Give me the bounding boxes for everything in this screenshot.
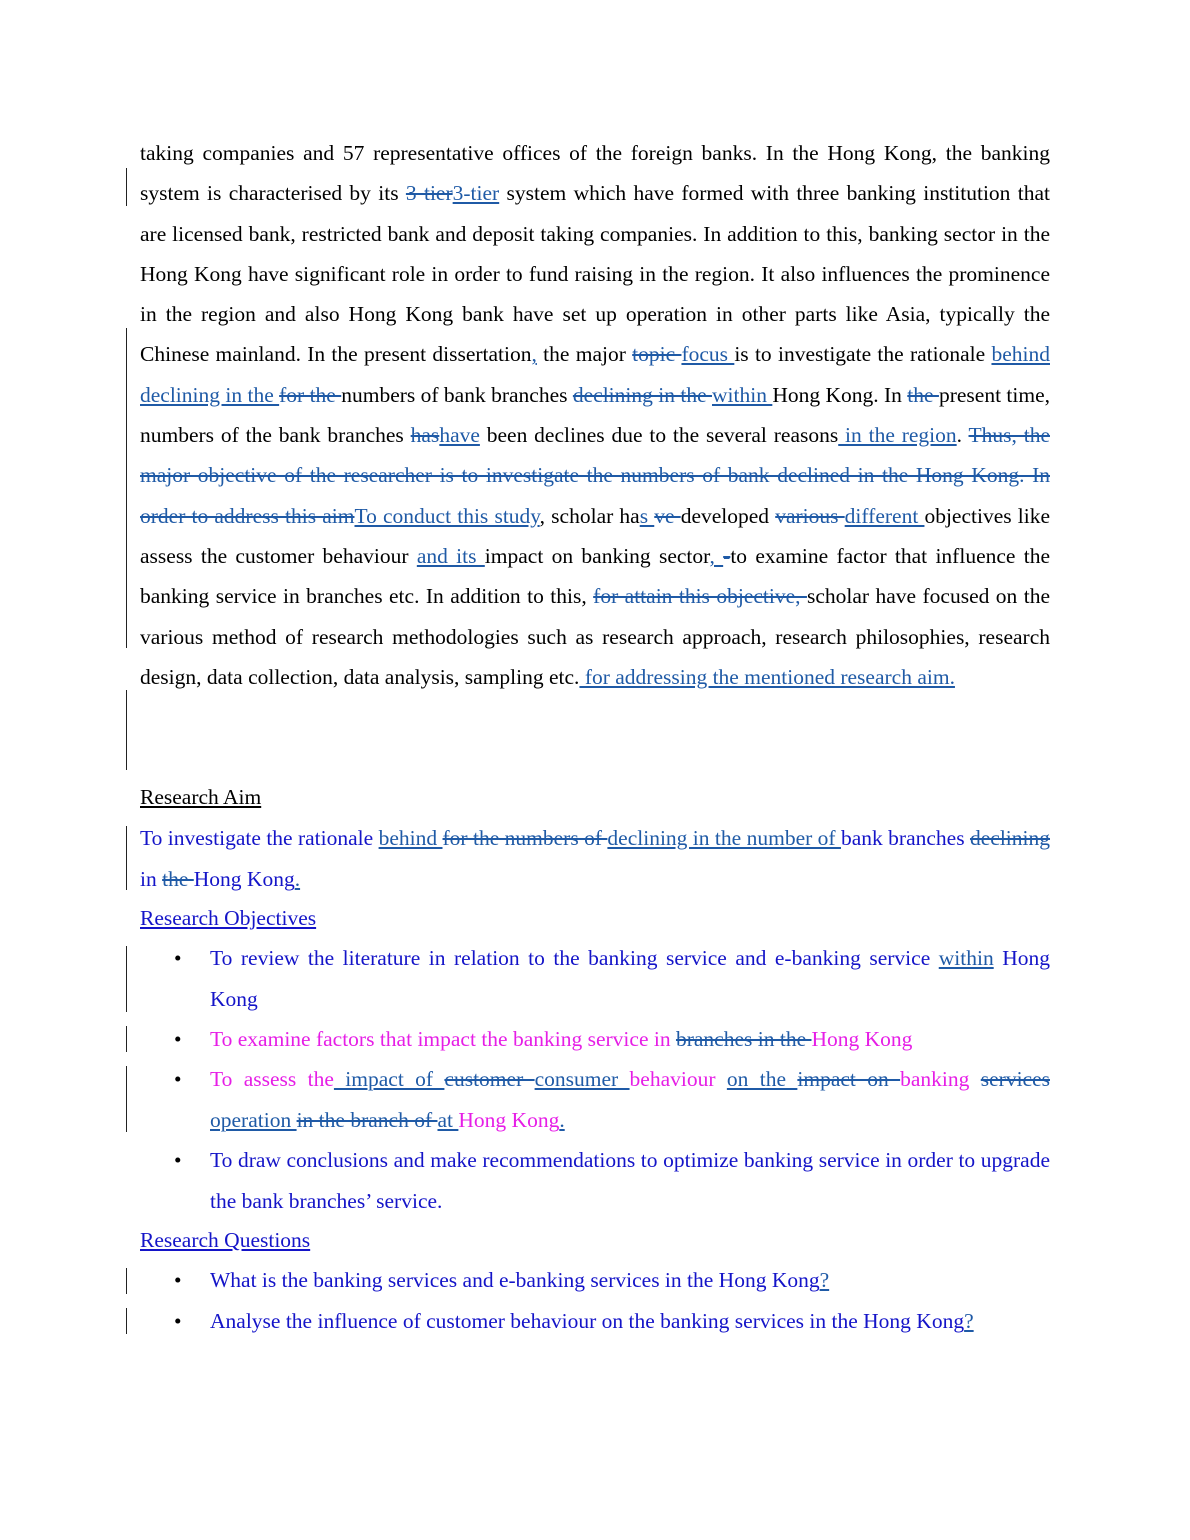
text-run: What is the banking services and e-banking services in the Hong Kong <box>210 1268 820 1292</box>
text-run: developed <box>680 503 776 528</box>
deleted-text: has <box>410 423 440 448</box>
change-bar <box>126 1268 127 1294</box>
text-run: Analyse the <box>210 1309 318 1333</box>
text-run: present time, numbers of the bank branches <box>140 382 1051 448</box>
text-run: . <box>956 423 969 448</box>
text-run: banking <box>900 1067 981 1091</box>
bullet-icon: • <box>174 1268 182 1292</box>
deleted-text: for attain this objective, <box>593 584 807 609</box>
change-bar <box>126 946 127 1012</box>
deleted-text: branches in the <box>675 1027 812 1051</box>
inserted-text: behind <box>378 826 443 850</box>
research-aim-heading <box>140 777 1050 818</box>
bullet-icon: • <box>174 1148 182 1172</box>
inserted-text: operation <box>210 1107 297 1132</box>
inserted-text: behind declining in the <box>140 342 1050 407</box>
inserted-text: ? <box>964 1309 974 1333</box>
research-objectives-heading <box>140 898 1050 939</box>
text-run: numbers of bank branches <box>341 382 573 407</box>
change-bar <box>126 690 127 770</box>
deleted-text: services <box>980 1067 1050 1091</box>
heading-text: Research Aim <box>140 785 262 809</box>
change-bar <box>126 328 127 648</box>
inserted-text: consumer <box>534 1067 630 1091</box>
text-run: To examine factors that impact the banking service in <box>210 1027 676 1051</box>
deleted-text: the <box>907 382 939 407</box>
deleted-text: topic <box>632 342 682 367</box>
inserted-text: . <box>294 866 301 891</box>
inserted-text: have <box>439 423 480 448</box>
objective-item <box>140 1059 1050 1140</box>
text-run: to examine factor that influence the banking service in branches etc. In addition to this, <box>140 543 1051 609</box>
deleted-text: 3 tier <box>405 181 453 206</box>
objective-text <box>210 1140 1050 1221</box>
deleted-text: in the branch of <box>296 1107 438 1132</box>
deleted-text: ve <box>654 503 681 528</box>
inserted-text: . <box>559 1107 565 1132</box>
text-run: To draw conclusions and make recommendations to optimize banking service in order to upgrade the bank branches’ service. <box>210 1148 1050 1213</box>
inserted-text: ? <box>819 1268 830 1292</box>
change-bar <box>126 168 127 206</box>
deleted-text: declining <box>969 826 1050 850</box>
text-run: Hong Kong <box>193 866 295 891</box>
inserted-text: , <box>531 342 537 367</box>
body-paragraph <box>140 133 1050 697</box>
objective-item <box>140 938 1050 1019</box>
question-text <box>210 1301 1050 1347</box>
deleted-text: declining in the <box>572 382 712 407</box>
deleted-text: various <box>775 503 845 528</box>
text-run: Hong Kong <box>210 946 1050 1011</box>
change-bar <box>126 826 127 890</box>
objective-text <box>210 1059 1050 1140</box>
deleted-text: for the numbers of <box>442 826 608 850</box>
text-run: To review the literature in relation to the banking service and e-banking service <box>210 946 939 970</box>
text-run: To investigate the rationale <box>140 826 379 850</box>
inserted-text: focus <box>681 342 735 367</box>
inserted-text: for addressing the mentioned research aim. <box>579 664 955 689</box>
deleted-text: impact on <box>797 1067 901 1091</box>
text-run: Hong Kong. In <box>772 382 908 407</box>
text-run: been declines due to the several reasons <box>479 423 839 448</box>
research-aim-text <box>140 818 1050 899</box>
inserted-text: impact of <box>333 1067 445 1091</box>
inserted-text: and its <box>416 543 485 568</box>
change-bar <box>126 1066 127 1132</box>
deleted-text: Thus, the major objective of the researcher is to investigate the numbers of bank declined in the Hong Kong. In order to address this aim <box>140 423 1050 528</box>
inserted-text: within <box>712 382 773 407</box>
bullet-icon: • <box>174 1309 182 1333</box>
inserted-text: To conduct this study <box>354 503 540 528</box>
question-item <box>140 1260 1050 1301</box>
text-run: Hong Kong <box>811 1027 913 1051</box>
question-text <box>210 1260 1050 1301</box>
inserted-text: , <box>709 543 724 568</box>
text-run: objectives like assess the customer behaviour <box>140 503 1051 568</box>
inserted-text: on the <box>726 1067 798 1091</box>
inserted-text: in the region <box>838 423 957 448</box>
text-run: Hong Kong <box>458 1107 560 1132</box>
bullet-icon: • <box>174 1067 182 1091</box>
text-run: behaviour <box>629 1067 727 1091</box>
text-run: in <box>140 866 163 891</box>
objective-item <box>140 1019 1050 1060</box>
deleted-text: the <box>162 866 194 891</box>
text-run: taking companies and 57 representative offices of the foreign banks. In the Hong Kong, the banking system is characterised by its <box>140 141 1050 206</box>
objective-text <box>210 1019 1050 1060</box>
deleted-text: - <box>723 543 731 568</box>
objective-item <box>140 1140 1050 1221</box>
research-questions-heading <box>140 1220 1050 1261</box>
text-run: is to investigate the rationale <box>734 342 992 367</box>
heading-text: Research Questions <box>140 1228 311 1252</box>
text-run: scholar have focused on the various method of research methodologies such as research approach, research philosophies, research design, data collection, data analysis, sampling etc. <box>140 584 1051 689</box>
inserted-text: within <box>938 946 994 970</box>
inserted-text: declining in the number of <box>607 826 841 850</box>
inserted-text: s <box>639 503 655 528</box>
inserted-text: 3-tier <box>452 181 500 206</box>
change-bar <box>126 1026 127 1052</box>
bullet-icon: • <box>174 946 182 970</box>
inserted-text: different <box>844 503 925 528</box>
text-run: the major <box>536 342 633 367</box>
text-run: To assess the <box>210 1067 334 1091</box>
text-run: influence of customer behaviour on the banking services in the Hong Kong <box>317 1309 965 1333</box>
text-run: bank branches <box>840 826 970 850</box>
deleted-text: for the <box>279 382 342 407</box>
bullet-icon: • <box>174 1027 182 1051</box>
change-bar <box>126 1308 127 1334</box>
text-run: impact on banking sector <box>484 543 710 568</box>
text-run: system which have formed with three banking institution that are licensed bank, restricted bank and deposit taking companies. In addition to this, banking sector in the Hong Kong have significant role in order to fund raising in the region. It also influences the prominence in the region and also Hong Kong bank have set up operation in other parts like Asia, typically the Chinese mainland. In the present dissertation <box>140 181 1050 367</box>
text-run: , scholar ha <box>539 503 640 528</box>
heading-text: Research Objectives <box>140 906 317 930</box>
inserted-text: at <box>437 1107 459 1132</box>
objective-text <box>210 938 1050 1019</box>
deleted-text: customer <box>444 1067 535 1091</box>
question-item <box>140 1301 1050 1342</box>
